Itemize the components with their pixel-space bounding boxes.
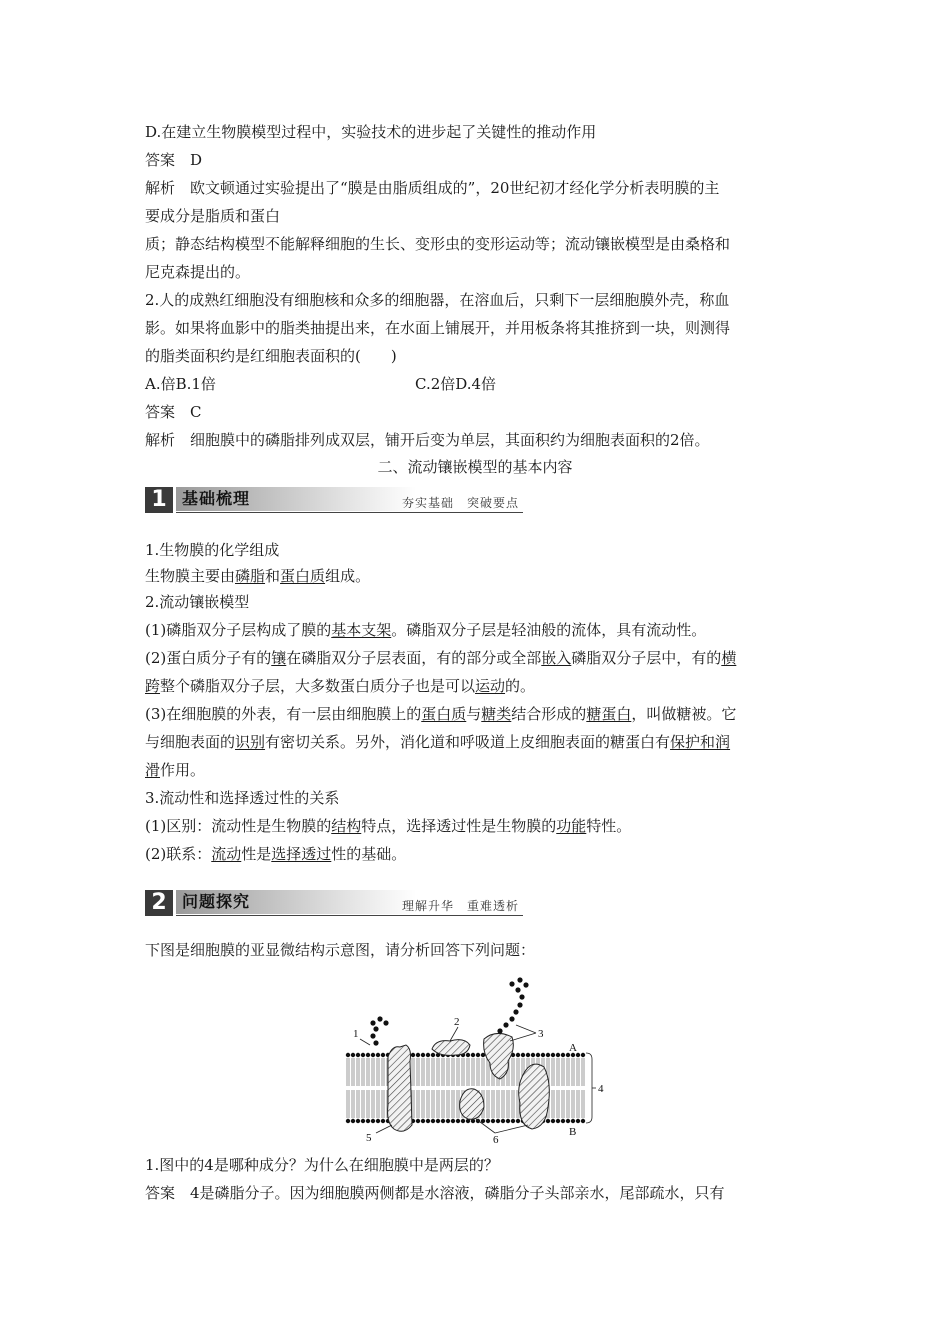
key-term: 运动: [475, 677, 506, 695]
banner-rule: [176, 512, 523, 513]
protein-6-right: [519, 1064, 550, 1129]
cell-membrane-diagram: [340, 975, 610, 1145]
figure-label-3: 3: [538, 1028, 544, 1040]
key-term: 结构: [331, 817, 362, 835]
question-2-options: [145, 374, 815, 394]
figure-label-6: 6: [493, 1134, 499, 1145]
key-term: 流动: [211, 845, 242, 863]
figure-label-B: B: [569, 1126, 577, 1138]
analysis-1-line-3: 质；静态结构模型不能解释细胞的生长、变形虫的变形运动等；流动镶嵌模型是由桑格和: [145, 235, 731, 253]
figure-label-A: A: [569, 1042, 577, 1054]
answer-1: 答案 D: [145, 151, 203, 169]
protein-6-left: [460, 1089, 484, 1120]
content-relation: (2)联系：流动性是选择透过性的基础。: [145, 845, 407, 863]
key-term: 嵌入: [541, 649, 572, 667]
content-point-2-line-2: 跨整个磷脂双分子层，大多数蛋白质分子也是可以运动的。: [145, 677, 536, 695]
key-term: 跨: [145, 677, 161, 695]
options-c-d: C.2倍D.4倍: [415, 375, 497, 393]
content-point-3-line-1: (3)在细胞膜的外表，有一层由细胞膜上的蛋白质与糖类结合形成的糖蛋白，叫做糖被。它: [145, 705, 737, 723]
figure-label-2: 2: [454, 1016, 460, 1028]
content-point-3-line-3: 滑作用。: [145, 761, 206, 779]
banner-rule: [176, 915, 523, 916]
content-point-2-line-1: (2)蛋白质分子有的镶在磷脂双分子层表面，有的部分或全部嵌入磷脂双分子层中，有的横: [145, 649, 737, 667]
content-point-1: (1)磷脂双分子层构成了膜的基本支架。磷脂双分子层是轻油般的流体，具有流动性。: [145, 621, 707, 639]
key-term: 蛋白质: [421, 705, 467, 723]
key-term: 磷脂: [235, 567, 266, 585]
question-2-line-1: 2.人的成熟红细胞没有细胞核和众多的细胞器，在溶血后，只剩下一层细胞膜外壳，称血: [145, 291, 730, 309]
question-intro: 下图是细胞膜的亚显微结构示意图，请分析回答下列问题：: [145, 941, 536, 959]
section-banner-basics: [145, 487, 523, 513]
glycoprotein-chain-3: [497, 977, 528, 1033]
protein-2: [432, 1040, 470, 1056]
key-term: 识别: [235, 733, 266, 751]
content-point-3-line-2: 与细胞表面的识别有密切关系。另外，消化道和呼吸道上皮细胞表面的糖蛋白有保护和润: [145, 733, 731, 751]
banner-number: 2: [145, 890, 173, 916]
key-term: 糖蛋白: [586, 705, 632, 723]
section-banner-inquiry: [145, 890, 523, 916]
protein-5: [388, 1045, 412, 1131]
key-term: 选择透过: [271, 845, 332, 863]
banner-title: 基础梳理: [182, 489, 251, 508]
analysis-1-line-4: 尼克森提出的。: [145, 263, 251, 281]
figure-label-5: 5: [366, 1132, 372, 1144]
answer-q1: 答案 4是磷脂分子。因为细胞膜两侧都是水溶液，磷脂分子头部亲水，尾部疏水，只有: [145, 1184, 725, 1202]
question-2-line-2: 影。如果将血影中的脂类抽提出来，在水面上铺展开，并用板条将其推挤到一块，则测得: [145, 319, 731, 337]
analysis-1-line-1: 解析 欧文顿通过实验提出了“膜是由脂质组成的”，20世纪初才经化学分析表明膜的主: [145, 179, 720, 197]
key-term: 蛋白质: [280, 567, 326, 585]
options-a-b: A.倍B.1倍: [145, 375, 216, 393]
content-difference: (1)区别：流动性是生物膜的结构特点，选择透过性是生物膜的功能特性。: [145, 817, 632, 835]
section-title: 二、流动镶嵌模型的基本内容: [377, 458, 573, 476]
banner-subtitle: 理解升华 重难透析: [401, 899, 519, 913]
banner-title: 问题探究: [182, 892, 251, 911]
question-1: 1.图中的4是哪种成分？为什么在细胞膜中是两层的？: [145, 1156, 499, 1174]
analysis-1-line-2: 要成分是脂质和蛋白: [145, 207, 281, 225]
banner-subtitle: 夯实基础 突破要点: [401, 496, 519, 510]
answer-2: 答案 C: [145, 403, 202, 421]
key-term: 横: [721, 649, 737, 667]
option-d-text: D.在建立生物膜模型过程中，实验技术的进步起了关键性的推动作用: [145, 123, 597, 141]
content-line-composition: 生物膜主要由磷脂和蛋白质组成。: [145, 567, 371, 585]
question-2-line-3: 的脂类面积约是红细胞表面积的( ): [145, 347, 397, 365]
key-term: 保护和润: [670, 733, 731, 751]
glycolipid-chain-1: [370, 1016, 388, 1045]
key-term: 镶: [271, 649, 287, 667]
analysis-2: 解析 细胞膜中的磷脂排列成双层，铺开后变为单层，其面积约为细胞表面积的2倍。: [145, 431, 710, 449]
banner-number: 1: [145, 487, 173, 513]
key-term: 功能: [556, 817, 587, 835]
content-heading-3: 3.流动性和选择透过性的关系: [145, 789, 340, 807]
figure-label-4: 4: [598, 1083, 604, 1095]
content-heading-2: 2.流动镶嵌模型: [145, 593, 250, 611]
key-term: 基本支架: [331, 621, 392, 639]
content-heading-1: 1.生物膜的化学组成: [145, 541, 280, 559]
figure-label-1: 1: [353, 1028, 359, 1040]
key-term: 糖类: [481, 705, 512, 723]
key-term: 滑: [145, 761, 161, 779]
